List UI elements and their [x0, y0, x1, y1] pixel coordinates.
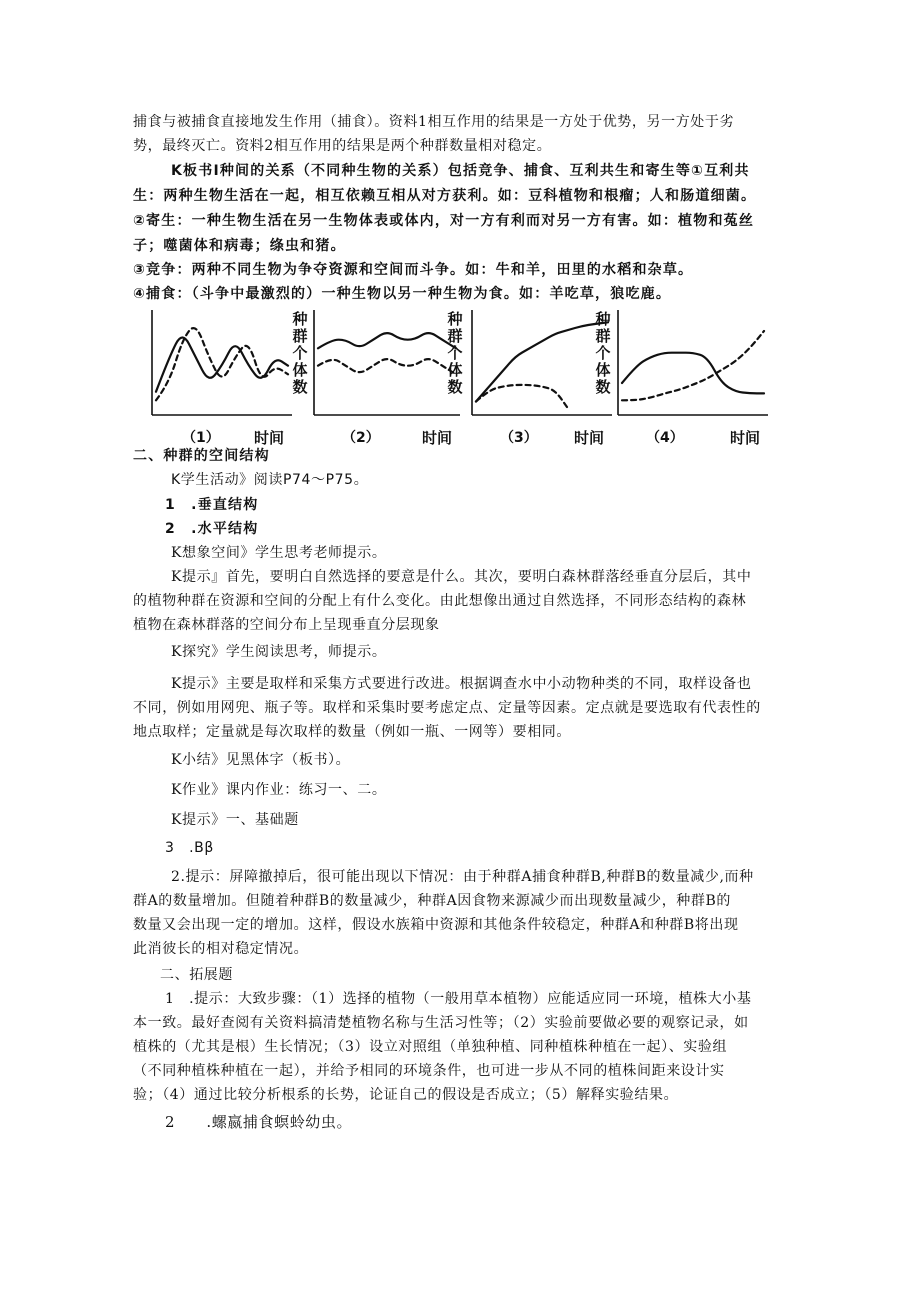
series-line-a: [622, 353, 764, 394]
text-line: K小结》见黑体字（板书）。: [171, 752, 351, 768]
text-line: 捕食与被捕食直接地发生作用（捕食）。资料1相互作用的结果是一方处于优势，另一方处于劣: [133, 114, 735, 130]
text-line: K提示』首先，要明白自然选择的要意是什么。其次，要明白森林群落经垂直分层后，其中: [171, 569, 752, 585]
text-line: 1 .提示：大致步骤：（1）选择的植物（一般用草本植物）应能适应同一环境，植株大小基: [165, 991, 752, 1007]
y-axis-label-char: 数: [292, 378, 308, 396]
series-line-b: [476, 385, 568, 409]
text-line: K学生活动》阅读P74～P75。: [171, 472, 369, 488]
x-axis-label: 时间: [730, 429, 761, 447]
y-axis-label-char: 种: [292, 310, 308, 328]
section-heading: 二、拓展题: [160, 967, 233, 983]
y-axis-label-char: 体: [447, 361, 463, 379]
chart-panel-3: [446, 310, 612, 447]
y-axis-label-char: 体: [595, 361, 611, 379]
y-axis-label-char: 种: [447, 310, 463, 328]
y-axis-label-char: 个: [447, 344, 463, 362]
series-line-a: [318, 333, 456, 348]
text-line: 本一致。最好查阅有关资料搞清楚植物名称与生活习性等；（2）实验前要做必要的观察记录，如: [133, 1015, 749, 1031]
panel-label: （4）: [646, 430, 684, 446]
section-heading: 二、种群的空间结构: [133, 448, 270, 464]
series-line-a: [476, 322, 611, 401]
y-axis-label-char: 体: [292, 361, 308, 379]
chart-panel-4: [594, 310, 768, 447]
series-line-b: [622, 331, 764, 400]
chart-panel-1: [152, 310, 292, 447]
text-line: 植物在森林群落的空间分布上呈现垂直分层现象: [133, 617, 440, 633]
text-line: 的植物种群在资源和空间的分配上有什么变化。由此想像出通过自然选择，不同形态结构的森林: [133, 593, 747, 609]
x-axis-label: 时间: [422, 429, 453, 447]
text-line: 2.提示：屏障撤掉后，很可能出现以下情况：由于种群A捕食种群B,种群B的数量减少,而种: [171, 869, 754, 885]
board-note-line: ③竞争：两种不同生物为争夺资源和空间而斗争。如：牛和羊，田里的水稻和杂草。: [133, 262, 694, 278]
y-axis-label-char: 个: [595, 344, 611, 362]
text-line: 地点取样；定量就是每次取样的数量（例如一瓶、一网等）要相同。: [133, 724, 571, 740]
y-axis-label-char: 数: [447, 378, 463, 396]
text-line: 群A的数量增加。但随着种群B的数量减少，种群A因食物来源减少而出现数量减少，种群B的: [133, 893, 731, 909]
board-note-line: K板书I种间的关系（不同种生物的关系）包括竞争、捕食、互利共生和寄生等①互利共: [171, 163, 750, 179]
text-line: 植株的（尤其是根）生长情况；（3）设立对照组（单独种植、同种植株种植在一起）、实验组: [133, 1039, 728, 1055]
chart-panel-2: [291, 310, 463, 447]
text-line: 验；（4）通过比较分析根系的长势，论证自己的假设是否成立；（5）解释实验结果。: [133, 1087, 679, 1103]
list-item: 2 .水平结构: [165, 521, 259, 537]
board-note-line: 子；噬菌体和病毒；绦虫和猪。: [133, 238, 346, 254]
text-line: K提示》主要是取样和采集方式要进行改进。根据调查水中小动物种类的不同，取样设备也: [171, 676, 752, 692]
y-axis-label-char: 种: [595, 310, 611, 328]
x-axis-label: 时间: [574, 429, 605, 447]
y-axis-label-char: 数: [595, 378, 611, 396]
y-axis-label-char: 群: [292, 327, 308, 345]
text-line: 3 .Bβ: [165, 840, 214, 856]
x-axis-label: 时间: [254, 429, 285, 447]
text-line: K作业》课内作业：练习一、二。: [171, 782, 387, 798]
text-line: 数量又会出现一定的增加。这样，假设水族箱中资源和其他条件较稳定，种群A和种群B将出现: [133, 917, 739, 933]
text-line: K想象空间》学生思考老师提示。: [171, 545, 387, 561]
text-line: K探究》学生阅读思考，师提示。: [171, 644, 387, 660]
panel-label: （3）: [500, 430, 538, 446]
text-line: 此消彼长的相对稳定情况。: [133, 941, 309, 957]
series-line-b: [318, 359, 456, 374]
text-line: K提示》一、基础题: [171, 812, 299, 828]
y-axis-label-char: 群: [595, 327, 611, 345]
text-line: （不同种植株种植在一起），并给予相同的环境条件，也可进一步从不同的植株间距来设计实: [133, 1063, 725, 1079]
board-note-line: ④捕食：（斗争中最激烈的）一种生物以另一种生物为食。如：羊吃草，狼吃鹿。: [133, 286, 672, 302]
y-axis-label-char: 群: [447, 327, 463, 345]
board-note-line: 生：两种生物生活在一起，相互依赖互相从对方获利。如：豆科植物和根瘤；人和肠道细菌。: [133, 188, 757, 204]
list-item: 1 .垂直结构: [165, 497, 259, 513]
panel-label: （1）: [182, 430, 220, 446]
board-note-line: ②寄生：一种生物生活在另一生物体表或体内，对一方有利而对另一方有害。如：植物和菟丝: [133, 213, 755, 229]
text-line: 不同，例如用网兜、瓶子等。取样和采集时要考虑定点、定量等因素。定点就是要选取有代表性的: [133, 700, 761, 716]
population-relationship-figure: [150, 305, 770, 447]
y-axis-label-char: 个: [292, 344, 308, 362]
text-line: 2 .螺嬴捕食螟蛉幼虫。: [165, 1113, 353, 1131]
panel-label: （2）: [342, 430, 380, 446]
text-line: 势，最终灭亡。资料2相互作用的结果是两个种群数量相对稳定。: [133, 138, 552, 154]
